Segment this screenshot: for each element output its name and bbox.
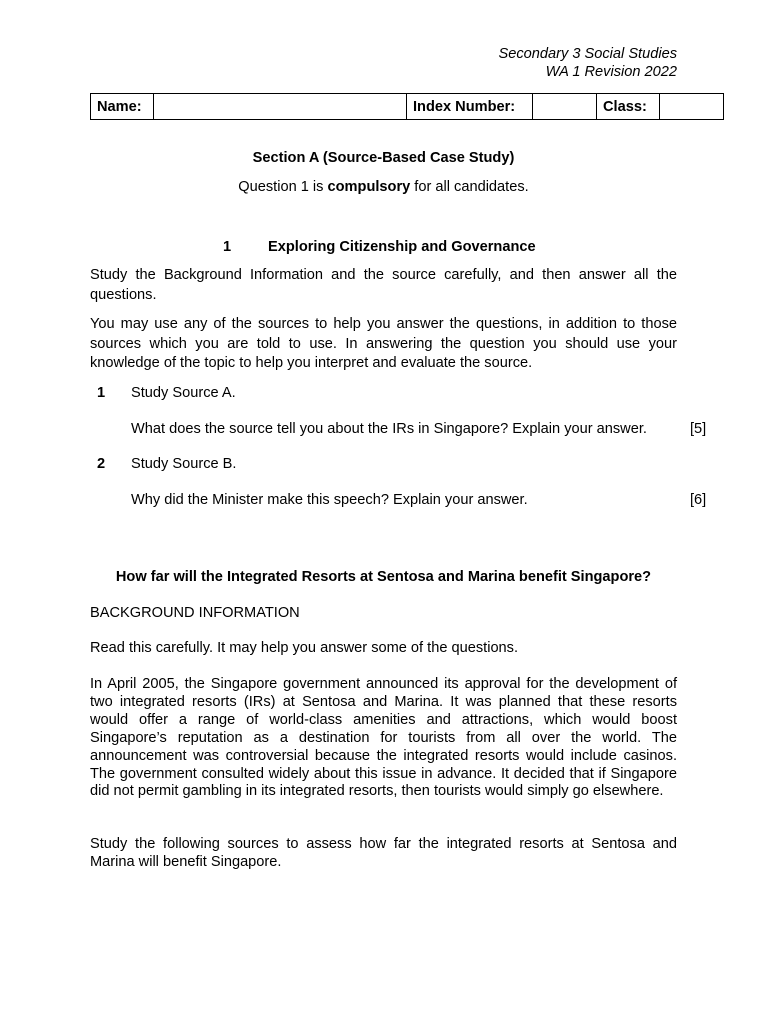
question-1-source: Study Source A. [131, 385, 236, 401]
question-2-text: Why did the Minister make this speech? Explain your answer. [131, 492, 528, 508]
question-1-marks: [5] [690, 421, 707, 437]
section-instruction [90, 179, 677, 195]
question-1-text: What does the source tell you about the IRs in Singapore? Explain your answer. [131, 421, 647, 437]
case-study-title: How far will the Integrated Resorts at Sentosa and Marina benefit Singapore? [115, 569, 652, 585]
index-number-label: Index Number: [407, 94, 533, 120]
instruction-text-pre: Question 1 is [238, 179, 328, 195]
background-closing: Study the following sources to assess how far the integrated resorts at Sentosa and Marina will benefit Singapore. [90, 836, 677, 870]
background-body: In April 2005, the Singapore government announced its approval for the development of two integrated resorts (IRs) at Sentosa and Marina. It was planned that these resorts would offer a range of world-class amenities and attractions, which would boost Singapore’s reputation as a destination for tourists from all over the world. The announcement was controversial because the integrated resorts would include casinos. The government consulted widely about this issue in advance. It decided that if Singapore did not permit gambling in its integrated resorts, then tourists would simply go elsewhere. [90, 676, 677, 800]
document-header [499, 46, 677, 81]
question-heading-title: Exploring Citizenship and Governance [268, 239, 536, 255]
class-field[interactable] [660, 94, 724, 120]
header-assessment: WA 1 Revision 2022 [545, 63, 677, 80]
question-2-source: Study Source B. [131, 456, 237, 472]
instruction-text-post: for all candidates. [410, 179, 529, 195]
name-field[interactable] [154, 94, 407, 120]
question-2-marks: [6] [690, 492, 707, 508]
background-heading: BACKGROUND INFORMATION [90, 605, 300, 621]
instruction-paragraph-1: Study the Background Information and the source carefully, and then answer all the questions. [90, 267, 677, 303]
student-info-table [90, 93, 724, 120]
question-2-number: 2 [97, 456, 106, 472]
question-heading-number: 1 [223, 239, 232, 255]
section-title: Section A (Source-Based Case Study) [252, 150, 515, 166]
instruction-compulsory: compulsory [327, 179, 411, 195]
header-subject: Secondary 3 Social Studies [498, 46, 677, 62]
background-intro: Read this carefully. It may help you answer some of the questions. [90, 640, 519, 656]
class-label: Class: [597, 94, 660, 120]
question-1-number: 1 [97, 385, 106, 401]
name-label: Name: [91, 94, 154, 120]
instruction-paragraph-2: You may use any of the sources to help you answer the questions, in addition to those sources which you are told to use. In answering the question you should use your knowledge of the topic to help you interpret and evaluate the source. [90, 316, 677, 372]
index-number-field[interactable] [533, 94, 597, 120]
